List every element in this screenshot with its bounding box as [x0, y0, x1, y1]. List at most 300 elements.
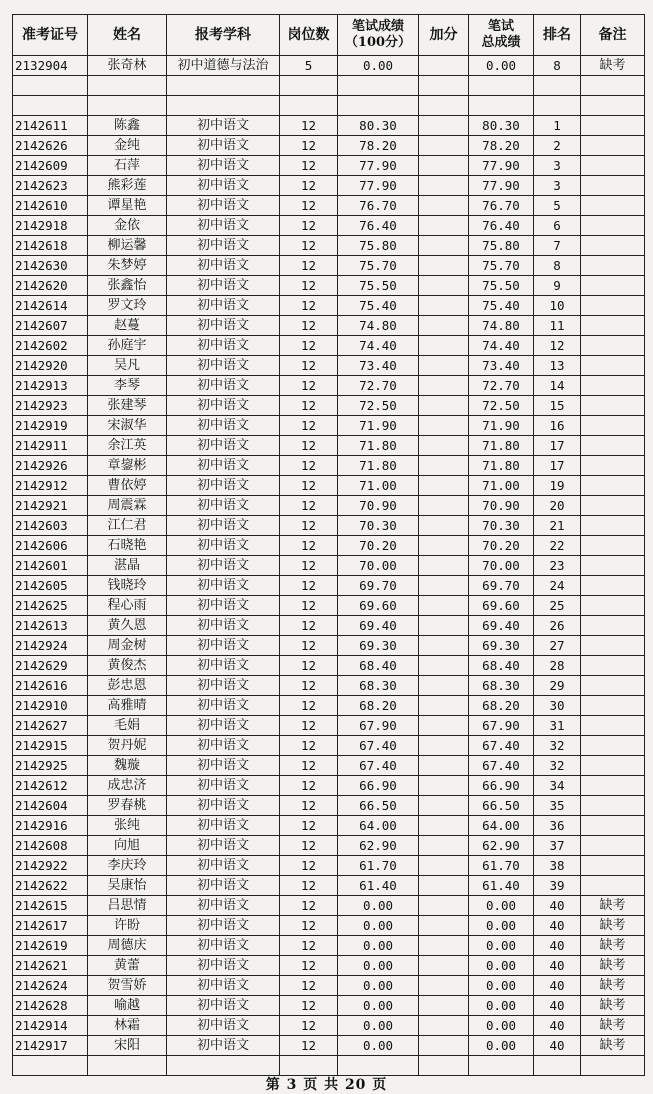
name-cell: 李琴: [88, 376, 167, 396]
rank-cell: 12: [534, 336, 581, 356]
positions-cell: 12: [280, 816, 338, 836]
note-cell: 缺考: [581, 56, 645, 76]
note-cell: [581, 76, 645, 96]
written-score-cell: 75.40: [338, 296, 419, 316]
subject-cell: 初中语文: [167, 556, 280, 576]
name-cell: 毛娟: [88, 716, 167, 736]
positions-cell: 12: [280, 856, 338, 876]
written-score-cell: 0.00: [338, 916, 419, 936]
table-row: [13, 556, 645, 576]
note-cell: [581, 796, 645, 816]
positions-cell: 12: [280, 956, 338, 976]
name-cell: 程心雨: [88, 596, 167, 616]
name-cell: 贺雪娇: [88, 976, 167, 996]
header-written-score-line2: （100分）: [344, 35, 412, 50]
rank-cell: 37: [534, 836, 581, 856]
table-row: [13, 916, 645, 936]
written-score-cell: 61.40: [338, 876, 419, 896]
subject-cell: 初中语文: [167, 196, 280, 216]
rank-cell: 25: [534, 596, 581, 616]
bonus-cell: [419, 1016, 469, 1036]
header-total-score: [469, 15, 534, 56]
written-score-cell: 69.60: [338, 596, 419, 616]
note-cell: [581, 336, 645, 356]
exam-id-cell: 2142630: [13, 256, 88, 276]
exam-id-cell: [13, 96, 88, 116]
written-score-cell: 64.00: [338, 816, 419, 836]
subject-cell: [167, 96, 280, 116]
header-rank: 排名: [534, 15, 581, 56]
bonus-cell: [419, 616, 469, 636]
name-cell: 向旭: [88, 836, 167, 856]
note-cell: [581, 176, 645, 196]
bonus-cell: [419, 396, 469, 416]
note-cell: [581, 816, 645, 836]
table-row: [13, 356, 645, 376]
total-score-cell: 68.20: [469, 696, 534, 716]
name-cell: 石萍: [88, 156, 167, 176]
table-row: [13, 316, 645, 336]
exam-id-cell: 2142616: [13, 676, 88, 696]
exam-id-cell: 2142615: [13, 896, 88, 916]
note-cell: [581, 576, 645, 596]
subject-cell: 初中语文: [167, 716, 280, 736]
name-cell: 孙庭宇: [88, 336, 167, 356]
written-score-cell: 68.30: [338, 676, 419, 696]
table-row: [13, 636, 645, 656]
rank-cell: 3: [534, 156, 581, 176]
name-cell: 高雅晴: [88, 696, 167, 716]
exam-id-cell: 2142601: [13, 556, 88, 576]
total-score-cell: 0.00: [469, 956, 534, 976]
bonus-cell: [419, 796, 469, 816]
written-score-cell: 0.00: [338, 56, 419, 76]
bonus-cell: [419, 876, 469, 896]
positions-cell: 12: [280, 196, 338, 216]
total-score-cell: 66.50: [469, 796, 534, 816]
table-row: [13, 736, 645, 756]
subject-cell: 初中语文: [167, 536, 280, 556]
total-score-cell: 69.30: [469, 636, 534, 656]
bonus-cell: [419, 936, 469, 956]
subject-cell: 初中语文: [167, 776, 280, 796]
header-total-score-line2: 总成绩: [481, 35, 521, 50]
subject-cell: 初中语文: [167, 816, 280, 836]
subject-cell: 初中语文: [167, 976, 280, 996]
note-cell: 缺考: [581, 1016, 645, 1036]
rank-cell: 27: [534, 636, 581, 656]
note-cell: 缺考: [581, 896, 645, 916]
table-row: [13, 896, 645, 916]
name-cell: 金依: [88, 216, 167, 236]
total-score-cell: 0.00: [469, 896, 534, 916]
bonus-cell: [419, 376, 469, 396]
rank-cell: 40: [534, 936, 581, 956]
total-score-cell: 69.70: [469, 576, 534, 596]
note-cell: 缺考: [581, 916, 645, 936]
name-cell: 余江英: [88, 436, 167, 456]
written-score-cell: 76.40: [338, 216, 419, 236]
written-score-cell: 69.70: [338, 576, 419, 596]
rank-cell: 6: [534, 216, 581, 236]
subject-cell: 初中语文: [167, 916, 280, 936]
rank-cell: 24: [534, 576, 581, 596]
positions-cell: 12: [280, 356, 338, 376]
name-cell: 张奇林: [88, 56, 167, 76]
bonus-cell: [419, 656, 469, 676]
note-cell: [581, 656, 645, 676]
subject-cell: 初中语文: [167, 396, 280, 416]
rank-cell: 15: [534, 396, 581, 416]
written-score-cell: 61.70: [338, 856, 419, 876]
written-score-cell: 71.90: [338, 416, 419, 436]
note-cell: [581, 736, 645, 756]
total-score-cell: 71.00: [469, 476, 534, 496]
subject-cell: 初中语文: [167, 596, 280, 616]
exam-id-cell: 2142607: [13, 316, 88, 336]
header-positions: 岗位数: [280, 15, 338, 56]
positions-cell: 12: [280, 576, 338, 596]
exam-id-cell: 2142917: [13, 1036, 88, 1056]
subject-cell: 初中道德与法治: [167, 56, 280, 76]
exam-id-cell: 2142603: [13, 516, 88, 536]
total-score-cell: 66.90: [469, 776, 534, 796]
bonus-cell: [419, 536, 469, 556]
name-cell: 彭忠恩: [88, 676, 167, 696]
bonus-cell: [419, 436, 469, 456]
exam-id-cell: 2132904: [13, 56, 88, 76]
exam-id-cell: 2142916: [13, 816, 88, 836]
written-score-cell: 72.50: [338, 396, 419, 416]
table-row: [13, 856, 645, 876]
total-score-cell: 70.90: [469, 496, 534, 516]
rank-cell: 31: [534, 716, 581, 736]
bonus-cell: [419, 996, 469, 1016]
note-cell: [581, 316, 645, 336]
subject-cell: 初中语文: [167, 296, 280, 316]
positions-cell: 12: [280, 336, 338, 356]
exam-id-cell: 2142629: [13, 656, 88, 676]
exam-id-cell: 2142619: [13, 936, 88, 956]
positions-cell: 12: [280, 676, 338, 696]
bonus-cell: [419, 776, 469, 796]
total-score-cell: 64.00: [469, 816, 534, 836]
exam-id-cell: 2142922: [13, 856, 88, 876]
name-cell: 章鋆彬: [88, 456, 167, 476]
written-score-cell: 0.00: [338, 996, 419, 1016]
bonus-cell: [419, 676, 469, 696]
bonus-cell: [419, 276, 469, 296]
exam-id-cell: [13, 1056, 88, 1076]
positions-cell: 12: [280, 396, 338, 416]
table-row: [13, 756, 645, 776]
table-row: [13, 376, 645, 396]
exam-id-cell: 2142626: [13, 136, 88, 156]
bonus-cell: [419, 416, 469, 436]
positions-cell: 12: [280, 596, 338, 616]
positions-cell: 12: [280, 436, 338, 456]
rank-cell: 5: [534, 196, 581, 216]
bonus-cell: [419, 556, 469, 576]
positions-cell: 12: [280, 536, 338, 556]
subject-cell: 初中语文: [167, 216, 280, 236]
bonus-cell: [419, 216, 469, 236]
total-score-cell: 0.00: [469, 996, 534, 1016]
positions-cell: 12: [280, 1036, 338, 1056]
positions-cell: 12: [280, 976, 338, 996]
page-footer: 第 3 页 共 20 页: [265, 1077, 388, 1093]
written-score-cell: 66.90: [338, 776, 419, 796]
table-row: [13, 436, 645, 456]
total-score-cell: 73.40: [469, 356, 534, 376]
note-cell: [581, 136, 645, 156]
name-cell: [88, 1056, 167, 1076]
name-cell: 朱梦婷: [88, 256, 167, 276]
positions-cell: 12: [280, 476, 338, 496]
bonus-cell: [419, 1036, 469, 1056]
total-score-cell: 0.00: [469, 56, 534, 76]
bonus-cell: [419, 196, 469, 216]
subject-cell: 初中语文: [167, 156, 280, 176]
total-score-cell: 68.40: [469, 656, 534, 676]
note-cell: [581, 236, 645, 256]
rank-cell: 28: [534, 656, 581, 676]
table-row: [13, 456, 645, 476]
written-score-cell: 69.40: [338, 616, 419, 636]
note-cell: [581, 836, 645, 856]
name-cell: [88, 76, 167, 96]
table-row: [13, 216, 645, 236]
name-cell: 吴凡: [88, 356, 167, 376]
table-row: [13, 836, 645, 856]
name-cell: 曹依婷: [88, 476, 167, 496]
subject-cell: 初中语文: [167, 616, 280, 636]
written-score-cell: 71.80: [338, 436, 419, 456]
bonus-cell: [419, 296, 469, 316]
total-score-cell: 71.90: [469, 416, 534, 436]
note-cell: [581, 456, 645, 476]
subject-cell: 初中语文: [167, 836, 280, 856]
rank-cell: 26: [534, 616, 581, 636]
name-cell: 罗文玲: [88, 296, 167, 316]
note-cell: [581, 196, 645, 216]
exam-id-cell: 2142613: [13, 616, 88, 636]
written-score-cell: 71.80: [338, 456, 419, 476]
name-cell: 周德庆: [88, 936, 167, 956]
total-score-cell: 0.00: [469, 916, 534, 936]
subject-cell: 初中语文: [167, 956, 280, 976]
subject-cell: 初中语文: [167, 636, 280, 656]
name-cell: 张纯: [88, 816, 167, 836]
table-row: [13, 176, 645, 196]
positions-cell: 12: [280, 116, 338, 136]
exam-id-cell: 2142918: [13, 216, 88, 236]
written-score-cell: 74.40: [338, 336, 419, 356]
written-score-cell: 0.00: [338, 936, 419, 956]
rank-cell: 40: [534, 956, 581, 976]
table-row: [13, 676, 645, 696]
bonus-cell: [419, 136, 469, 156]
positions-cell: 12: [280, 776, 338, 796]
total-score-cell: 62.90: [469, 836, 534, 856]
total-score-cell: 67.90: [469, 716, 534, 736]
name-cell: 周金树: [88, 636, 167, 656]
exam-id-cell: 2142612: [13, 776, 88, 796]
positions-cell: 12: [280, 996, 338, 1016]
name-cell: 周震霖: [88, 496, 167, 516]
name-cell: 钱晓玲: [88, 576, 167, 596]
subject-cell: 初中语文: [167, 896, 280, 916]
rank-cell: 17: [534, 436, 581, 456]
name-cell: 罗春桃: [88, 796, 167, 816]
table-row: [13, 336, 645, 356]
positions-cell: 12: [280, 416, 338, 436]
written-score-cell: 66.50: [338, 796, 419, 816]
note-cell: [581, 476, 645, 496]
written-score-cell: 78.20: [338, 136, 419, 156]
written-score-cell: 67.40: [338, 736, 419, 756]
positions-cell: 12: [280, 316, 338, 336]
note-cell: [581, 356, 645, 376]
subject-cell: 初中语文: [167, 416, 280, 436]
name-cell: 赵蔓: [88, 316, 167, 336]
table-row: [13, 776, 645, 796]
bonus-cell: [419, 96, 469, 116]
exam-id-cell: 2142611: [13, 116, 88, 136]
subject-cell: 初中语文: [167, 436, 280, 456]
written-score-cell: [338, 76, 419, 96]
total-score-cell: 71.80: [469, 436, 534, 456]
rank-cell: 17: [534, 456, 581, 476]
name-cell: 黄久恩: [88, 616, 167, 636]
exam-id-cell: 2142913: [13, 376, 88, 396]
name-cell: 熊彩莲: [88, 176, 167, 196]
name-cell: 石晓艳: [88, 536, 167, 556]
subject-cell: 初中语文: [167, 996, 280, 1016]
positions-cell: 12: [280, 276, 338, 296]
note-cell: [581, 216, 645, 236]
written-score-cell: 70.90: [338, 496, 419, 516]
table-body: [13, 56, 645, 1076]
rank-cell: 40: [534, 1016, 581, 1036]
written-score-cell: [338, 1056, 419, 1076]
note-cell: [581, 396, 645, 416]
written-score-cell: 69.30: [338, 636, 419, 656]
subject-cell: 初中语文: [167, 236, 280, 256]
name-cell: 柳运馨: [88, 236, 167, 256]
bonus-cell: [419, 836, 469, 856]
total-score-cell: 76.70: [469, 196, 534, 216]
table-row: [13, 296, 645, 316]
note-cell: [581, 616, 645, 636]
bonus-cell: [419, 356, 469, 376]
table-row: [13, 136, 645, 156]
written-score-cell: 77.90: [338, 176, 419, 196]
exam-id-cell: 2142926: [13, 456, 88, 476]
rank-cell: 32: [534, 736, 581, 756]
header-written-score: [338, 15, 419, 56]
exam-id-cell: 2142609: [13, 156, 88, 176]
positions-cell: 12: [280, 456, 338, 476]
subject-cell: 初中语文: [167, 456, 280, 476]
bonus-cell: [419, 116, 469, 136]
note-cell: [581, 156, 645, 176]
note-cell: [581, 876, 645, 896]
rank-cell: 40: [534, 1036, 581, 1056]
table-row: [13, 396, 645, 416]
exam-id-cell: 2142627: [13, 716, 88, 736]
name-cell: 张建琴: [88, 396, 167, 416]
positions-cell: 12: [280, 256, 338, 276]
total-score-cell: 0.00: [469, 976, 534, 996]
exam-id-cell: 2142923: [13, 396, 88, 416]
note-cell: [581, 756, 645, 776]
note-cell: [581, 416, 645, 436]
bonus-cell: [419, 56, 469, 76]
table-row: [13, 516, 645, 536]
header-subject: 报考学科: [167, 15, 280, 56]
written-score-cell: 0.00: [338, 976, 419, 996]
bonus-cell: [419, 236, 469, 256]
total-score-cell: 70.20: [469, 536, 534, 556]
positions-cell: 12: [280, 696, 338, 716]
total-score-cell: 70.00: [469, 556, 534, 576]
positions-cell: 12: [280, 876, 338, 896]
written-score-cell: 0.00: [338, 1016, 419, 1036]
subject-cell: 初中语文: [167, 176, 280, 196]
rank-cell: 16: [534, 416, 581, 436]
bonus-cell: [419, 1056, 469, 1076]
total-score-cell: 69.40: [469, 616, 534, 636]
subject-cell: 初中语文: [167, 1036, 280, 1056]
total-score-cell: 74.40: [469, 336, 534, 356]
bonus-cell: [419, 956, 469, 976]
name-cell: 吕思情: [88, 896, 167, 916]
rank-cell: 35: [534, 796, 581, 816]
total-score-cell: 78.20: [469, 136, 534, 156]
table-row: [13, 416, 645, 436]
note-cell: [581, 376, 645, 396]
written-score-cell: 75.50: [338, 276, 419, 296]
header-name: 姓名: [88, 15, 167, 56]
positions-cell: 12: [280, 636, 338, 656]
score-sheet: [12, 14, 644, 1076]
positions-cell: 12: [280, 236, 338, 256]
written-score-cell: 80.30: [338, 116, 419, 136]
note-cell: 缺考: [581, 956, 645, 976]
table-row: [13, 276, 645, 296]
positions-cell: 12: [280, 296, 338, 316]
bonus-cell: [419, 316, 469, 336]
note-cell: [581, 296, 645, 316]
exam-id-cell: 2142617: [13, 916, 88, 936]
note-cell: [581, 96, 645, 116]
bonus-cell: [419, 856, 469, 876]
rank-cell: 40: [534, 996, 581, 1016]
exam-id-cell: 2142624: [13, 976, 88, 996]
name-cell: 谭星艳: [88, 196, 167, 216]
note-cell: [581, 676, 645, 696]
table-row: [13, 476, 645, 496]
rank-cell: 21: [534, 516, 581, 536]
total-score-cell: 75.40: [469, 296, 534, 316]
subject-cell: 初中语文: [167, 356, 280, 376]
subject-cell: 初中语文: [167, 656, 280, 676]
note-cell: [581, 436, 645, 456]
rank-cell: 38: [534, 856, 581, 876]
total-score-cell: 0.00: [469, 1016, 534, 1036]
note-cell: [581, 696, 645, 716]
